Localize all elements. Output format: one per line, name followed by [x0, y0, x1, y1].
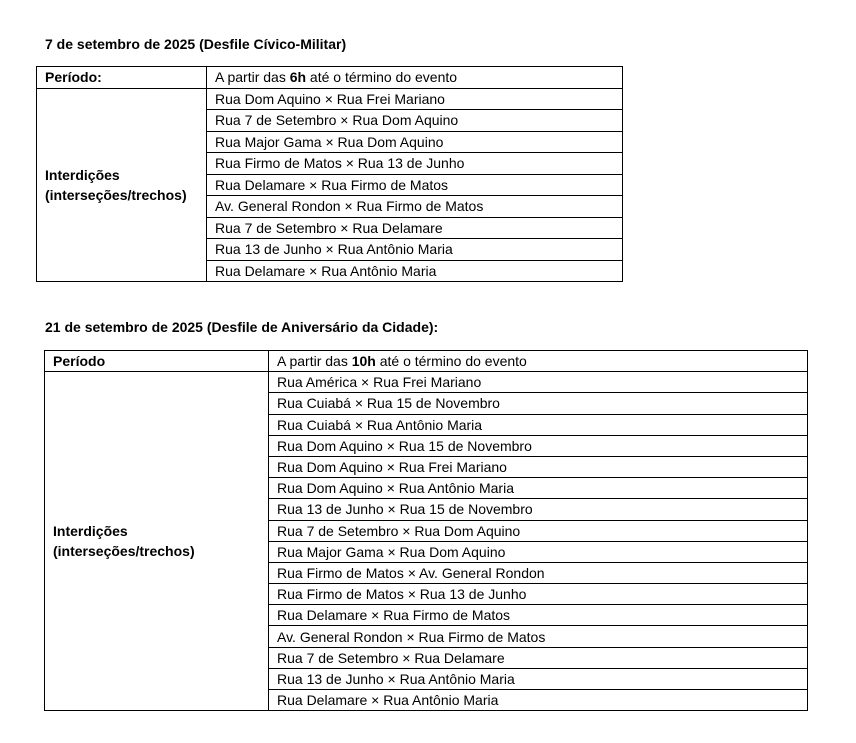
interdiction-cell: Rua 7 de Setembro × Rua Dom Aquino: [269, 520, 808, 541]
period-row: [45, 351, 808, 372]
period-value: [207, 67, 623, 89]
section1-table: [36, 66, 623, 282]
interdictions-label-line2: (interseções/trechos): [45, 186, 187, 203]
section2-table: [44, 350, 808, 711]
interdiction-cell: Av. General Rondon × Rua Firmo de Matos: [207, 196, 623, 218]
interdiction-cell: Rua Firmo de Matos × Rua 13 de Junho: [269, 584, 808, 605]
interdiction-cell: Rua Delamare × Rua Antônio Maria: [207, 260, 623, 282]
interdiction-cell: Rua 7 de Setembro × Rua Dom Aquino: [207, 110, 623, 132]
period-row: [37, 67, 623, 89]
interdiction-cell: Rua Cuiabá × Rua Antônio Maria: [269, 414, 808, 435]
section2-title: 21 de setembro de 2025 (Desfile de Aniversário da Cidade):: [45, 319, 439, 335]
interdiction-cell: Rua 7 de Setembro × Rua Delamare: [207, 217, 623, 239]
interdiction-cell: Rua Major Gama × Rua Dom Aquino: [207, 131, 623, 153]
interdiction-row: [37, 88, 623, 110]
interdiction-cell: Rua Delamare × Rua Firmo de Matos: [269, 605, 808, 626]
interdictions-label-line1: Interdições: [53, 523, 128, 540]
interdiction-row: [45, 372, 808, 393]
interdiction-cell: Rua 13 de Junho × Rua Antônio Maria: [207, 239, 623, 261]
interdiction-cell: Rua 7 de Setembro × Rua Delamare: [269, 647, 808, 668]
interdiction-cell: Rua Dom Aquino × Rua Frei Mariano: [207, 88, 623, 110]
interdiction-cell: Rua Cuiabá × Rua 15 de Novembro: [269, 393, 808, 414]
period-prefix: A partir das: [277, 353, 352, 370]
interdictions-label: [45, 372, 269, 711]
interdiction-cell: Rua Delamare × Rua Firmo de Matos: [207, 174, 623, 196]
interdictions-label: [37, 88, 207, 282]
interdiction-cell: Av. General Rondon × Rua Firmo de Matos: [269, 626, 808, 647]
period-suffix: até o término do evento: [375, 353, 527, 370]
period-label: Período:: [37, 67, 207, 89]
interdiction-cell: Rua Firmo de Matos × Rua 13 de Junho: [207, 153, 623, 175]
period-time: 10h: [351, 353, 376, 370]
interdiction-cell: Rua Major Gama × Rua Dom Aquino: [269, 541, 808, 562]
interdictions-label-line1: Interdições: [45, 166, 120, 183]
interdiction-cell: Rua Firmo de Matos × Av. General Rondon: [269, 562, 808, 583]
interdiction-cell: Rua Dom Aquino × Rua Frei Mariano: [269, 456, 808, 477]
period-suffix: até o término do evento: [306, 69, 458, 86]
interdiction-cell: Rua América × Rua Frei Mariano: [269, 372, 808, 393]
interdiction-cell: Rua Delamare × Rua Antônio Maria: [269, 690, 808, 711]
period-value: [269, 351, 808, 372]
section1-title: 7 de setembro de 2025 (Desfile Cívico-Militar): [45, 36, 347, 52]
period-time: 6h: [289, 69, 307, 86]
period-prefix: A partir das: [215, 69, 290, 86]
interdiction-cell: Rua Dom Aquino × Rua Antônio Maria: [269, 478, 808, 499]
interdictions-label-line2: (interseções/trechos): [53, 543, 195, 560]
interdiction-cell: Rua 13 de Junho × Rua 15 de Novembro: [269, 499, 808, 520]
period-label: Período: [45, 351, 269, 372]
interdiction-cell: Rua 13 de Junho × Rua Antônio Maria: [269, 668, 808, 689]
interdiction-cell: Rua Dom Aquino × Rua 15 de Novembro: [269, 435, 808, 456]
